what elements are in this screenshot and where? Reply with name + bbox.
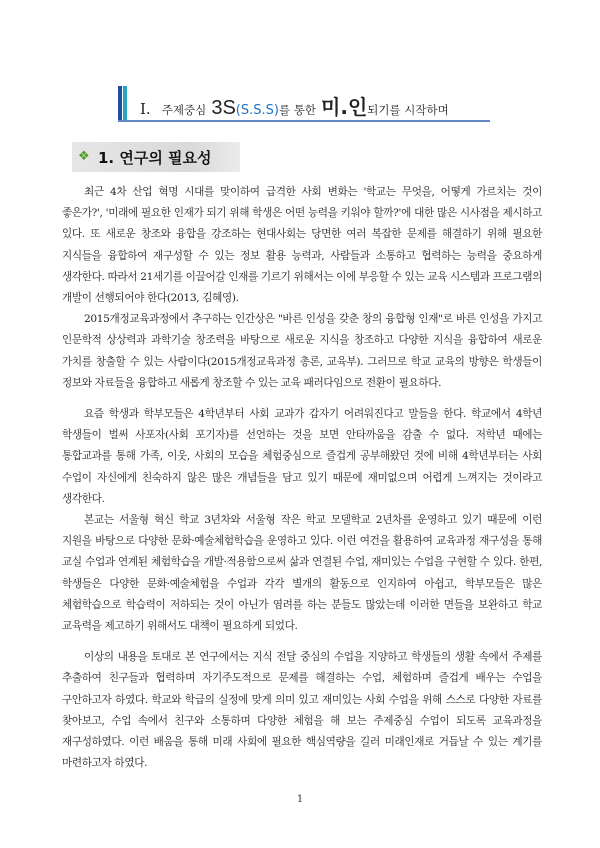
page-number: 1	[296, 794, 304, 805]
section-heading	[72, 142, 240, 172]
chapter-title-part: (S.S.S)	[235, 103, 279, 118]
chapter-title-part: 3S	[211, 97, 236, 119]
paragraph: 본교는 서울형 혁신 학교 3년차와 서울형 작은 학교 모델학교 2년차를 운영하고 있기 때문에 이런 지원을 바탕으로 다양한 문화·예술체험학습을 운영하고 있다. 이런 여건을 활용하여 교육과정 재구성을 통해 교실 수업과 연계된 체험학습을 개발·적용함으로써 삶과 연결된 수업, 재미있는 수업을 구현할 수 있다. 한편, 학생들은 다양한 문화·예술체험을 수업과 각각 별개의 활동으로 인지하여 아쉽고, 학부모들은 많은 체험학습으로 학습력이 저하되는 것이 아닌가 염려를 하는 분들도 많았는데 이러한 면들을 보완하고 학교 교육력을 제고하기 위해서도 대책이 필요하게 되었다.	[62, 514, 542, 633]
paragraph: 2015개정교육과정에서 추구하는 인간상은 "바른 인성을 갖춘 창의 융합형 인재"로 바른 인성을 가지고 인문학적 상상력과 과학기술 창조력을 바탕으로 새로운 지식을 창조하고 다양한 지식을 융합하여 새로운 가치를 창출할 수 있는 사람이다(2015개정교육과정 총론, 교육부). 그러므로 학교 교육의 방향은 학생들이 정보와 자료들을 융합하고 새롭게 창조할 수 있는 교육 패러다임으로 전환이 필요하다.	[62, 313, 542, 389]
chapter-title-part: 를 통한	[278, 103, 316, 117]
paragraph: 이상의 내용을 토대로 본 연구에서는 지식 전달 중심의 수업을 지양하고 학생들의 생활 속에서 주제를 추출하여 친구들과 협력하며 자기주도적으로 문제를 해결하는 수업, 체험하며 즐겁게 배우는 수업을 구안하고자 하였다. 학교와 학급의 실정에 맞게 의미 있고 재미있는 사회 수업을 위해 스스로 다양한 자료를 찾아보고, 수업 속에서 친구와 소통하며 다양한 체험을 해 보는 주제중심 수업이 되도록 교육과정을 재구성하였다. 이런 배움을 통해 미래 사회에 필요한 핵심역량을 길러 미래인재로 거듭날 수 있는 계기를 마련하고자 하였다.	[62, 651, 542, 770]
chapter-title-part: 되기를 시작하며	[367, 103, 449, 117]
chapter-accent-bar	[118, 86, 122, 120]
section-title: 1. 연구의 필요성	[98, 149, 212, 167]
chapter-accent-bar-secondary	[123, 86, 127, 120]
body-text	[62, 182, 542, 774]
chapter-numeral: Ⅰ.	[140, 100, 151, 118]
paragraph: 요즘 학생과 학부모들은 4학년부터 사회 교과가 갑자기 어려워진다고 말들을 한다. 학교에서 4학년 학생들이 벌써 사포자(사회 포기자)를 선언하는 것을 보면 안타까움을 감출 수 없다. 저학년 때에는 통합교과를 통해 가족, 이웃, 사회의 모습을 체험중심으로 즐겁게 공부해왔던 것에 비해 4학년부터는 사회 수업이 자신에게 친숙하지 않은 많은 개념들을 담고 있기 때문에 재미없으며 어렵게 느껴지는 것이라고 생각한다.	[62, 408, 542, 505]
chapter-title-text	[140, 91, 449, 120]
diamond-bullet-icon: ❖	[78, 149, 90, 164]
chapter-title-part: 주제중심	[161, 103, 207, 117]
paragraph: 최근 4차 산업 혁명 시대를 맞이하여 급격한 사회 변화는 '학교는 무엇을, 어떻게 가르치는 것이 좋은가?', '미래에 필요한 인재가 되기 위해 학생은 어떤 능력을 키워야 할까?'에 대한 많은 시사점을 제시하고 있다. 또 새로운 창조와 융합을 강조하는 현대사회는 당면한 여러 복잡한 문제를 해결하기 위해 필요한 지식들을 융합하여 재구성할 수 있는 정보 활용 능력과, 사람들과 소통하고 협력하는 능력을 중요하게 생각한다. 따라서 21세기를 이끌어갈 인재를 기르기 위해서는 이에 부응할 수 있는 교육 시스템과 프로그램의 개발이 선행되어야 한다(2013, 김혜영).	[62, 186, 543, 305]
chapter-title-part: 미.인	[321, 95, 368, 119]
chapter-title	[118, 86, 490, 122]
